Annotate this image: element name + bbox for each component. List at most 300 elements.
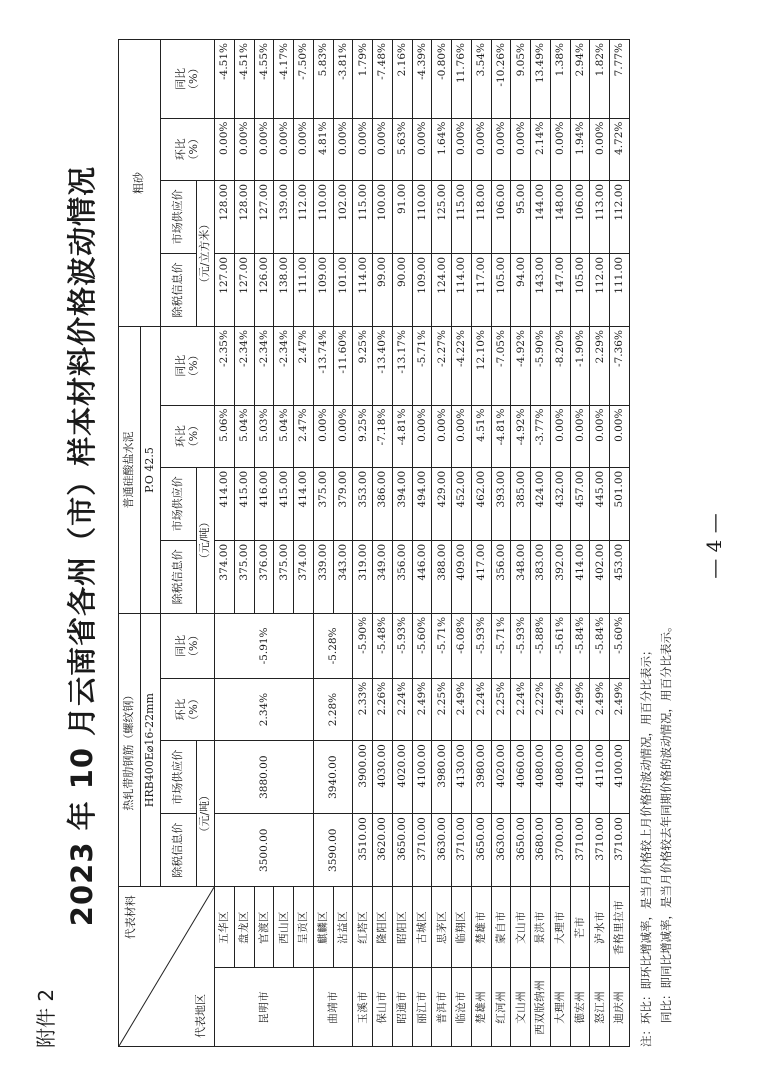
- steel-yoy: -5.88%: [531, 613, 551, 678]
- sand-tax-price: 99.00: [373, 253, 393, 326]
- district-name: 古城区: [412, 887, 432, 968]
- district-name: 五华区: [215, 887, 235, 968]
- table-row: [491, 40, 511, 1047]
- district-name: 芒市: [570, 887, 590, 968]
- steel-mom: 2.24%: [471, 678, 491, 740]
- cement-mom: -4.81%: [392, 405, 412, 467]
- sand-market-price: 100.00: [373, 180, 393, 253]
- city-name: 曲靖市: [313, 968, 353, 1047]
- steel-mom: 2.26%: [373, 678, 393, 740]
- region-label: 代表地区: [194, 994, 208, 1038]
- steel-mom: 2.49%: [412, 678, 432, 740]
- steel-yoy-header: 同比 （%）: [161, 613, 215, 678]
- sand-tax-price: 147.00: [550, 253, 570, 326]
- notes: [636, 621, 676, 1048]
- cement-tax-price: 349.00: [373, 540, 393, 613]
- city-name: 西双版纳州: [531, 968, 551, 1047]
- steel-yoy: -5.71%: [432, 613, 452, 678]
- cement-group-name: 普通硅酸盐水泥: [119, 327, 141, 614]
- cement-market-price: 424.00: [531, 467, 551, 540]
- steel-market-price: 4080.00: [531, 741, 551, 814]
- steel-tax-price: 3710.00: [610, 814, 630, 887]
- sand-market-price: 148.00: [550, 180, 570, 253]
- cement-mom: 0.00%: [333, 405, 353, 467]
- steel-mom: 2.24%: [392, 678, 412, 740]
- cement-yoy: 2.29%: [590, 327, 610, 406]
- cement-yoy-header: 同比 （%）: [161, 327, 215, 406]
- district-name: 景洪市: [531, 887, 551, 968]
- cement-market-price: 501.00: [610, 467, 630, 540]
- cement-tax-price: 356.00: [392, 540, 412, 613]
- city-name: 楚雄州: [471, 968, 491, 1047]
- cement-market-price: 415.00: [274, 467, 294, 540]
- city-name: 迪庆州: [610, 968, 630, 1047]
- district-name: 泸水市: [590, 887, 610, 968]
- cement-tax-price: 374.00: [294, 540, 314, 613]
- cement-mom: 5.06%: [215, 405, 235, 467]
- steel-mom: 2.49%: [610, 678, 630, 740]
- sand-tax-price: 101.00: [333, 253, 353, 326]
- table-row: [550, 40, 570, 1047]
- steel-mom: 2.25%: [432, 678, 452, 740]
- sand-mom: 0.00%: [373, 118, 393, 180]
- district-name: 思茅区: [432, 887, 452, 968]
- steel-tax-price: 3510.00: [353, 814, 373, 887]
- steel-market-price: 3980.00: [432, 741, 452, 814]
- sand-market-price: 110.00: [313, 180, 333, 253]
- cement-mom: 5.03%: [254, 405, 274, 467]
- annex-label: 附件 2: [34, 988, 58, 1048]
- steel-yoy: -5.90%: [353, 613, 373, 678]
- sand-tax-price: 109.00: [412, 253, 432, 326]
- sand-tax-price: 111.00: [294, 253, 314, 326]
- sand-yoy: -3.81%: [333, 40, 353, 119]
- sand-mom: 0.00%: [590, 118, 610, 180]
- table-row: [373, 40, 393, 1047]
- sand-tax-price: 105.00: [491, 253, 511, 326]
- steel-tax-price: 3710.00: [412, 814, 432, 887]
- steel-market-price: 4020.00: [392, 741, 412, 814]
- steel-tax-price: 3710.00: [452, 814, 472, 887]
- sand-unit: （元/立方米）: [197, 180, 215, 326]
- cement-unit: （元/吨）: [197, 467, 215, 613]
- district-name: 西山区: [274, 887, 294, 968]
- sand-tax-price: 117.00: [471, 253, 491, 326]
- sand-yoy: 1.82%: [590, 40, 610, 119]
- steel-market-header: 市场供应价: [161, 741, 197, 814]
- cement-tax-price: 343.00: [333, 540, 353, 613]
- steel-yoy: -5.93%: [471, 613, 491, 678]
- cement-tax-price: 446.00: [412, 540, 432, 613]
- steel-tax-price: 3630.00: [432, 814, 452, 887]
- city-name: 大理州: [550, 968, 570, 1047]
- district-name: 官渡区: [254, 887, 274, 968]
- steel-tax-price: 3630.00: [491, 814, 511, 887]
- table-row: [570, 40, 590, 1047]
- city-name: 怒江州: [590, 968, 610, 1047]
- steel-yoy: -5.61%: [550, 613, 570, 678]
- sand-tax-price: 111.00: [610, 253, 630, 326]
- cement-market-price: 379.00: [333, 467, 353, 540]
- steel-market-price: 3880.00: [215, 741, 314, 814]
- sand-mom: 0.00%: [254, 118, 274, 180]
- city-name: 玉溪市: [353, 968, 373, 1047]
- sand-mom: 0.00%: [294, 118, 314, 180]
- cement-market-price: 494.00: [412, 467, 432, 540]
- table-row: [511, 40, 531, 1047]
- sand-tax-price: 109.00: [313, 253, 333, 326]
- cement-mom: -4.81%: [491, 405, 511, 467]
- cement-market-price: 452.00: [452, 467, 472, 540]
- cement-mom: 9.25%: [353, 405, 373, 467]
- sand-market-price: 113.00: [590, 180, 610, 253]
- cement-yoy: -5.90%: [531, 327, 551, 406]
- steel-tax-price: 3620.00: [373, 814, 393, 887]
- table-row: [531, 40, 551, 1047]
- steel-yoy: -5.91%: [215, 613, 314, 678]
- cement-yoy: 12.10%: [471, 327, 491, 406]
- cement-yoy: -13.74%: [313, 327, 333, 406]
- steel-mom: 2.49%: [570, 678, 590, 740]
- sand-yoy: -4.17%: [274, 40, 294, 119]
- table-row: [392, 40, 412, 1047]
- cement-market-price: 385.00: [511, 467, 531, 540]
- steel-market-price: 3900.00: [353, 741, 373, 814]
- steel-market-price: 4100.00: [570, 741, 590, 814]
- sand-mom: 4.72%: [610, 118, 630, 180]
- sand-market-price: 127.00: [254, 180, 274, 253]
- cement-yoy: 2.47%: [294, 327, 314, 406]
- district-name: 沾益区: [333, 887, 353, 968]
- cement-tax-price: 402.00: [590, 540, 610, 613]
- cement-mom: 0.00%: [570, 405, 590, 467]
- cement-market-price: 414.00: [294, 467, 314, 540]
- steel-yoy: -5.93%: [511, 613, 531, 678]
- cement-mom: 0.00%: [590, 405, 610, 467]
- steel-market-price: 4060.00: [511, 741, 531, 814]
- city-name: 昆明市: [215, 968, 314, 1047]
- steel-yoy: -5.93%: [392, 613, 412, 678]
- table-body: [215, 40, 630, 1047]
- table-row: [353, 40, 373, 1047]
- cement-mom: 0.00%: [412, 405, 432, 467]
- table-row: [254, 40, 274, 1047]
- sand-yoy: -0.80%: [432, 40, 452, 119]
- steel-mom: 2.28%: [313, 678, 353, 740]
- city-name: 普洱市: [432, 968, 452, 1047]
- cement-mom: 2.47%: [294, 405, 314, 467]
- cement-tax-price: 375.00: [274, 540, 294, 613]
- sand-mom: 1.64%: [432, 118, 452, 180]
- cement-yoy: -2.34%: [234, 327, 254, 406]
- sand-mom: 0.00%: [452, 118, 472, 180]
- cement-yoy: -2.27%: [432, 327, 452, 406]
- sand-mom-header: 环比 （%）: [161, 118, 215, 180]
- table-row: [471, 40, 491, 1047]
- sand-mom: 4.81%: [313, 118, 333, 180]
- sand-yoy: -4.51%: [215, 40, 235, 119]
- sand-yoy: 3.54%: [471, 40, 491, 119]
- sand-market-price: 112.00: [294, 180, 314, 253]
- district-name: 隆阳区: [373, 887, 393, 968]
- cement-market-header: 市场供应价: [161, 467, 197, 540]
- steel-tax-price: 3710.00: [570, 814, 590, 887]
- cement-yoy: -2.35%: [215, 327, 235, 406]
- cement-tax-price: 356.00: [491, 540, 511, 613]
- steel-mom-header: 环比 （%）: [161, 678, 215, 740]
- sand-yoy-header: 同比 （%）: [161, 40, 215, 119]
- sand-market-price: 144.00: [531, 180, 551, 253]
- sand-mom: 0.00%: [471, 118, 491, 180]
- district-name: 盘龙区: [234, 887, 254, 968]
- steel-tax-price: 3650.00: [471, 814, 491, 887]
- steel-market-price: 4110.00: [590, 741, 610, 814]
- sand-market-price: 118.00: [471, 180, 491, 253]
- material-label: 代表材料: [124, 895, 137, 940]
- sand-yoy: 2.16%: [392, 40, 412, 119]
- note-mom: 注：环比：即环比增减率，是当月价格较上月价格的波动情况，用百分比表示；: [639, 644, 653, 1047]
- steel-yoy: -5.28%: [313, 613, 353, 678]
- cement-yoy: -2.34%: [274, 327, 294, 406]
- cement-yoy: -4.22%: [452, 327, 472, 406]
- sand-group-name: 粗砂: [119, 40, 161, 327]
- sand-mom: 0.00%: [412, 118, 432, 180]
- city-name: 昭通市: [392, 968, 412, 1047]
- sand-mom: 0.00%: [491, 118, 511, 180]
- steel-yoy: -5.71%: [491, 613, 511, 678]
- sand-tax-price: 127.00: [234, 253, 254, 326]
- cement-yoy: -13.40%: [373, 327, 393, 406]
- sand-market-price: 91.00: [392, 180, 412, 253]
- cement-yoy: -11.60%: [333, 327, 353, 406]
- cement-tax-price: 414.00: [570, 540, 590, 613]
- sand-mom: 2.14%: [531, 118, 551, 180]
- sand-yoy: 13.49%: [531, 40, 551, 119]
- cement-mom: -3.77%: [531, 405, 551, 467]
- sand-tax-price: 112.00: [590, 253, 610, 326]
- sand-yoy: 1.79%: [353, 40, 373, 119]
- steel-yoy: -5.60%: [610, 613, 630, 678]
- sand-yoy: -7.50%: [294, 40, 314, 119]
- steel-tax-price: 3680.00: [531, 814, 551, 887]
- district-name: 呈贡区: [294, 887, 314, 968]
- table-row: [452, 40, 472, 1047]
- sand-tax-price: 94.00: [511, 253, 531, 326]
- sand-yoy: 5.83%: [313, 40, 333, 119]
- steel-yoy: -5.48%: [373, 613, 393, 678]
- cement-yoy: -1.90%: [570, 327, 590, 406]
- district-name: 楚雄市: [471, 887, 491, 968]
- city-name: 丽江市: [412, 968, 432, 1047]
- cement-tax-price: 409.00: [452, 540, 472, 613]
- table-row: [234, 40, 254, 1047]
- table-row: [412, 40, 432, 1047]
- cement-tax-price: 376.00: [254, 540, 274, 613]
- steel-tax-header: 除税信息价: [161, 814, 197, 887]
- steel-spec: HRB400E⌀16-22mm: [141, 613, 161, 886]
- sand-yoy: 2.94%: [570, 40, 590, 119]
- steel-market-price: 4080.00: [550, 741, 570, 814]
- cement-mom-header: 环比 （%）: [161, 405, 215, 467]
- cement-yoy: -8.20%: [550, 327, 570, 406]
- cement-market-price: 462.00: [471, 467, 491, 540]
- district-name: 香格里拉市: [610, 887, 630, 968]
- district-name: 文山市: [511, 887, 531, 968]
- cement-spec: P.O 42.5: [141, 327, 161, 614]
- sand-market-price: 110.00: [412, 180, 432, 253]
- sand-yoy: 7.77%: [610, 40, 630, 119]
- cement-market-price: 415.00: [234, 467, 254, 540]
- steel-market-price: 4100.00: [412, 741, 432, 814]
- district-name: 红塔区: [353, 887, 373, 968]
- steel-mom: 2.49%: [590, 678, 610, 740]
- district-name: 蒙自市: [491, 887, 511, 968]
- steel-market-price: 3940.00: [313, 741, 353, 814]
- steel-market-price: 4100.00: [610, 741, 630, 814]
- sand-yoy: 9.05%: [511, 40, 531, 119]
- cement-mom: 5.04%: [234, 405, 254, 467]
- cement-mom: 0.00%: [452, 405, 472, 467]
- sand-yoy: -7.48%: [373, 40, 393, 119]
- steel-market-price: 3980.00: [471, 741, 491, 814]
- cement-market-price: 414.00: [215, 467, 235, 540]
- cement-market-price: 445.00: [590, 467, 610, 540]
- cement-tax-price: 374.00: [215, 540, 235, 613]
- table-row: [333, 40, 353, 1047]
- steel-yoy: -5.84%: [570, 613, 590, 678]
- sand-tax-price: 143.00: [531, 253, 551, 326]
- sand-market-price: 112.00: [610, 180, 630, 253]
- sand-tax-price: 138.00: [274, 253, 294, 326]
- cement-tax-price: 348.00: [511, 540, 531, 613]
- sand-mom: 0.00%: [511, 118, 531, 180]
- table-row: [215, 40, 235, 1047]
- sand-mom: 0.00%: [215, 118, 235, 180]
- steel-tax-price: 3700.00: [550, 814, 570, 887]
- steel-group-name: 热轧带肋钢筋（螺纹钢）: [119, 613, 141, 886]
- cement-mom: 0.00%: [313, 405, 333, 467]
- table-row: [274, 40, 294, 1047]
- cement-mom: 4.51%: [471, 405, 491, 467]
- sand-yoy: -4.51%: [234, 40, 254, 119]
- cement-tax-header: 除税信息价: [161, 540, 197, 613]
- cement-tax-price: 392.00: [550, 540, 570, 613]
- table-row: [294, 40, 314, 1047]
- cement-yoy: -5.71%: [412, 327, 432, 406]
- sand-tax-price: 127.00: [215, 253, 235, 326]
- steel-yoy: -6.08%: [452, 613, 472, 678]
- sand-tax-price: 90.00: [392, 253, 412, 326]
- steel-yoy: -5.84%: [590, 613, 610, 678]
- district-name: 大理市: [550, 887, 570, 968]
- sand-market-price: 139.00: [274, 180, 294, 253]
- steel-mom: 2.33%: [353, 678, 373, 740]
- sand-market-price: 115.00: [452, 180, 472, 253]
- city-name: 保山市: [373, 968, 393, 1047]
- sand-tax-header: 除税信息价: [161, 253, 197, 326]
- sand-yoy: -4.39%: [412, 40, 432, 119]
- cement-mom: -4.92%: [511, 405, 531, 467]
- price-table: [118, 39, 630, 1047]
- cement-yoy: -7.36%: [610, 327, 630, 406]
- page-title: 2023 年 10 月云南省各州（市）样本材料价格波动情况: [65, 165, 99, 927]
- cement-market-price: 394.00: [392, 467, 412, 540]
- steel-tax-price: 3590.00: [313, 814, 353, 887]
- city-name: 文山州: [511, 968, 531, 1047]
- cement-tax-price: 339.00: [313, 540, 333, 613]
- sand-mom: 0.00%: [274, 118, 294, 180]
- steel-market-price: 4030.00: [373, 741, 393, 814]
- sand-mom: 0.00%: [234, 118, 254, 180]
- sand-market-header: 市场供应价: [161, 180, 197, 253]
- cement-yoy: -2.34%: [254, 327, 274, 406]
- steel-tax-price: 3650.00: [392, 814, 412, 887]
- sand-yoy: -4.55%: [254, 40, 274, 119]
- cement-mom: 0.00%: [550, 405, 570, 467]
- cement-tax-price: 388.00: [432, 540, 452, 613]
- sand-mom: 1.94%: [570, 118, 590, 180]
- cement-market-price: 353.00: [353, 467, 373, 540]
- cement-tax-price: 319.00: [353, 540, 373, 613]
- table-row: [313, 40, 333, 1047]
- sand-market-price: 106.00: [491, 180, 511, 253]
- table-row: [590, 40, 610, 1047]
- sand-yoy: -10.26%: [491, 40, 511, 119]
- sand-yoy: 11.76%: [452, 40, 472, 119]
- cement-tax-price: 417.00: [471, 540, 491, 613]
- sand-tax-price: 105.00: [570, 253, 590, 326]
- sand-market-price: 95.00: [511, 180, 531, 253]
- cement-tax-price: 375.00: [234, 540, 254, 613]
- cement-market-price: 429.00: [432, 467, 452, 540]
- sand-yoy: 1.38%: [550, 40, 570, 119]
- sand-mom: 5.63%: [392, 118, 412, 180]
- header-corner: [119, 887, 215, 1047]
- cement-market-price: 432.00: [550, 467, 570, 540]
- steel-mom: 2.34%: [215, 678, 314, 740]
- steel-mom: 2.25%: [491, 678, 511, 740]
- cement-yoy: -4.92%: [511, 327, 531, 406]
- steel-market-price: 4130.00: [452, 741, 472, 814]
- district-name: 昭阳区: [392, 887, 412, 968]
- cement-market-price: 375.00: [313, 467, 333, 540]
- steel-mom: 2.22%: [531, 678, 551, 740]
- sand-mom: 0.00%: [333, 118, 353, 180]
- sand-market-price: 128.00: [234, 180, 254, 253]
- steel-tax-price: 3710.00: [590, 814, 610, 887]
- steel-yoy: -5.60%: [412, 613, 432, 678]
- cement-yoy: -7.05%: [491, 327, 511, 406]
- cement-mom: 0.00%: [432, 405, 452, 467]
- city-name: 德宏州: [570, 968, 590, 1047]
- steel-mom: 2.24%: [511, 678, 531, 740]
- sand-mom: 0.00%: [353, 118, 373, 180]
- note-yoy: 同比：即同比增减率，是当月价格较去年同期价格的波动情况，用百分比表示。: [659, 620, 673, 1023]
- cement-mom: 5.04%: [274, 405, 294, 467]
- sand-market-price: 125.00: [432, 180, 452, 253]
- district-name: 麒麟区: [313, 887, 333, 968]
- sand-market-price: 115.00: [353, 180, 373, 253]
- sand-tax-price: 126.00: [254, 253, 274, 326]
- sand-tax-price: 114.00: [353, 253, 373, 326]
- cement-tax-price: 453.00: [610, 540, 630, 613]
- cement-market-price: 457.00: [570, 467, 590, 540]
- cement-yoy: 9.25%: [353, 327, 373, 406]
- steel-market-price: 4020.00: [491, 741, 511, 814]
- sand-tax-price: 114.00: [452, 253, 472, 326]
- page-number: — 4 —: [702, 513, 726, 579]
- cement-market-price: 386.00: [373, 467, 393, 540]
